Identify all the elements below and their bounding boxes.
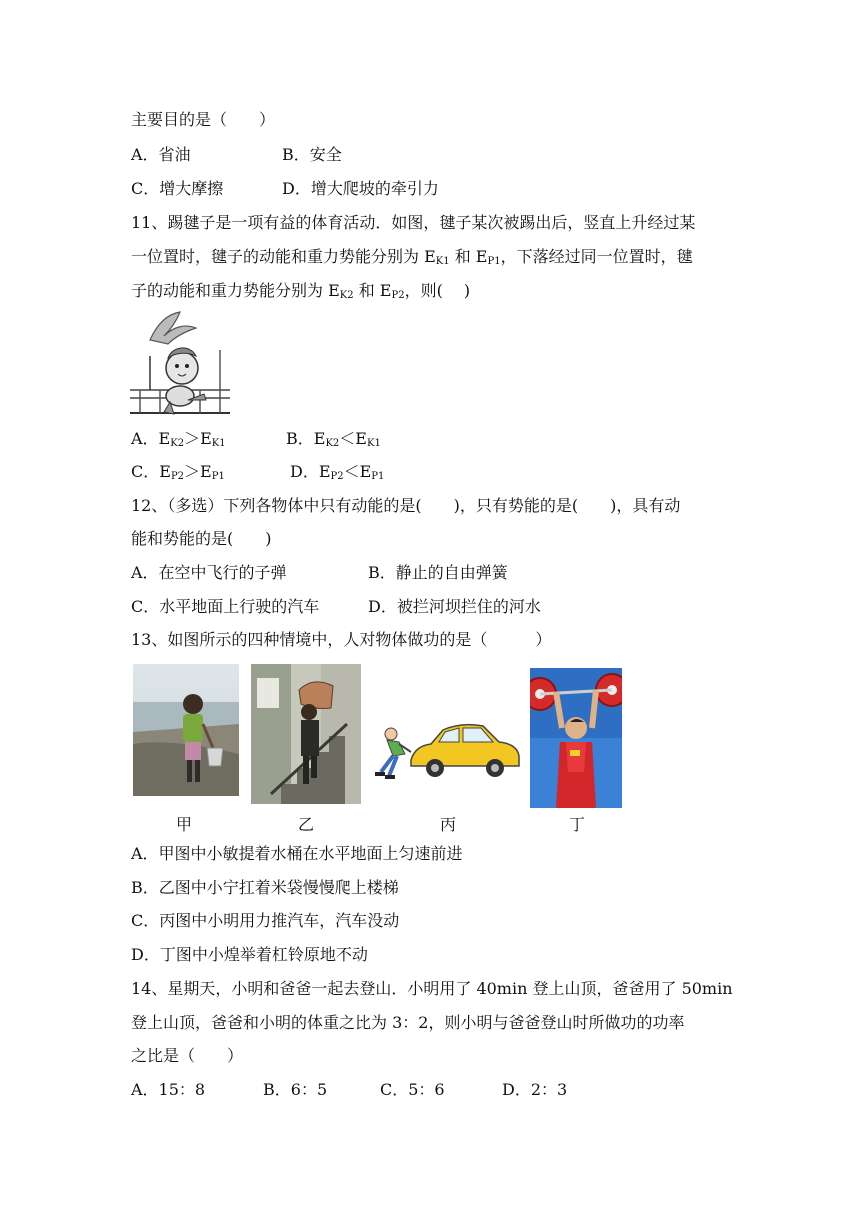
q12-line-2: 能和势能的是( ): [131, 529, 272, 548]
q11-option-a: A．$E_{K2}>E_{K1}$: [131, 429, 226, 449]
caption-jia: 甲: [176, 815, 193, 834]
q10-option-d: D．增大爬坡的牵引力: [282, 179, 439, 198]
q13-option-c: C．丙图中小明用力推汽车，汽车没动: [131, 911, 400, 930]
q11-line-2: 一位置时，毽子的动能和重力势能分别为 $E_{K1}$ 和 $E_{P1}$，下落经过同一位置时，毽: [131, 247, 693, 267]
q14-line-2: 登上山顶，爸爸和小明的体重之比为 3：2，则小明与爸爸登山时所做功的功率: [131, 1013, 685, 1032]
caption-yi: 乙: [298, 815, 315, 834]
q11-option-b: B．$E_{K2}<E_{K1}$: [286, 429, 381, 449]
q13-line-1: 13、如图所示的四种情境中，人对物体做功的是（ ）: [131, 630, 552, 649]
figure-yi-stairs-photo: [251, 664, 361, 804]
q12-option-b: B．静止的自由弹簧: [368, 563, 508, 582]
caption-ding: 丁: [569, 815, 586, 834]
figure-bing-pushing-car-illustration: [371, 720, 521, 784]
q10-option-b: B．安全: [282, 145, 342, 164]
q12-option-c: C．水平地面上行驶的汽车: [131, 597, 320, 616]
q10-stem-tail: 主要目的是（ ）: [131, 110, 276, 129]
q10-option-c: C．增大摩擦: [131, 179, 224, 198]
figure-ding-weightlifter-photo: [530, 668, 622, 808]
q11-line-1: 11、踢毽子是一项有益的体育活动．如图，毽子某次被踢出后，竖直上升经过某: [131, 213, 696, 232]
q12-option-d: D．被拦河坝拦住的河水: [368, 597, 541, 616]
q11-line-3: 子的动能和重力势能分别为 $E_{K2}$ 和 $E_{P2}$，则( ): [131, 281, 471, 301]
q14-option-c: C．5：6: [380, 1080, 445, 1099]
q13-option-a: A．甲图中小敏提着水桶在水平地面上匀速前进: [131, 844, 463, 863]
q14-option-a: A．15：8: [131, 1080, 206, 1099]
caption-bing: 丙: [440, 815, 457, 834]
q11-option-d: D．$E_{P2}<E_{P1}$: [290, 462, 385, 482]
q14-line-3: 之比是（ ）: [131, 1046, 244, 1065]
q13-option-b: B．乙图中小宁扛着米袋慢慢爬上楼梯: [131, 878, 399, 897]
q12-line-1: 12、（多选）下列各物体中只有动能的是( )，只有势能的是( )，具有动: [131, 496, 681, 515]
q12-option-a: A．在空中飞行的子弹: [131, 563, 287, 582]
figure-jia-girl-bucket-photo: [133, 664, 239, 796]
shuttlecock-kicking-figure: [130, 310, 230, 418]
q13-option-d: D．丁图中小煌举着杠铃原地不动: [131, 945, 368, 964]
q14-option-d: D．2：3: [502, 1080, 568, 1099]
q14-line-1: 14、星期天，小明和爸爸一起去登山．小明用了 40min 登上山顶，爸爸用了 50min: [131, 979, 733, 998]
q10-option-a: A．省油: [131, 145, 191, 164]
q14-option-b: B．6：5: [263, 1080, 328, 1099]
q11-option-c: C．$E_{P2}>E_{P1}$: [131, 462, 225, 482]
